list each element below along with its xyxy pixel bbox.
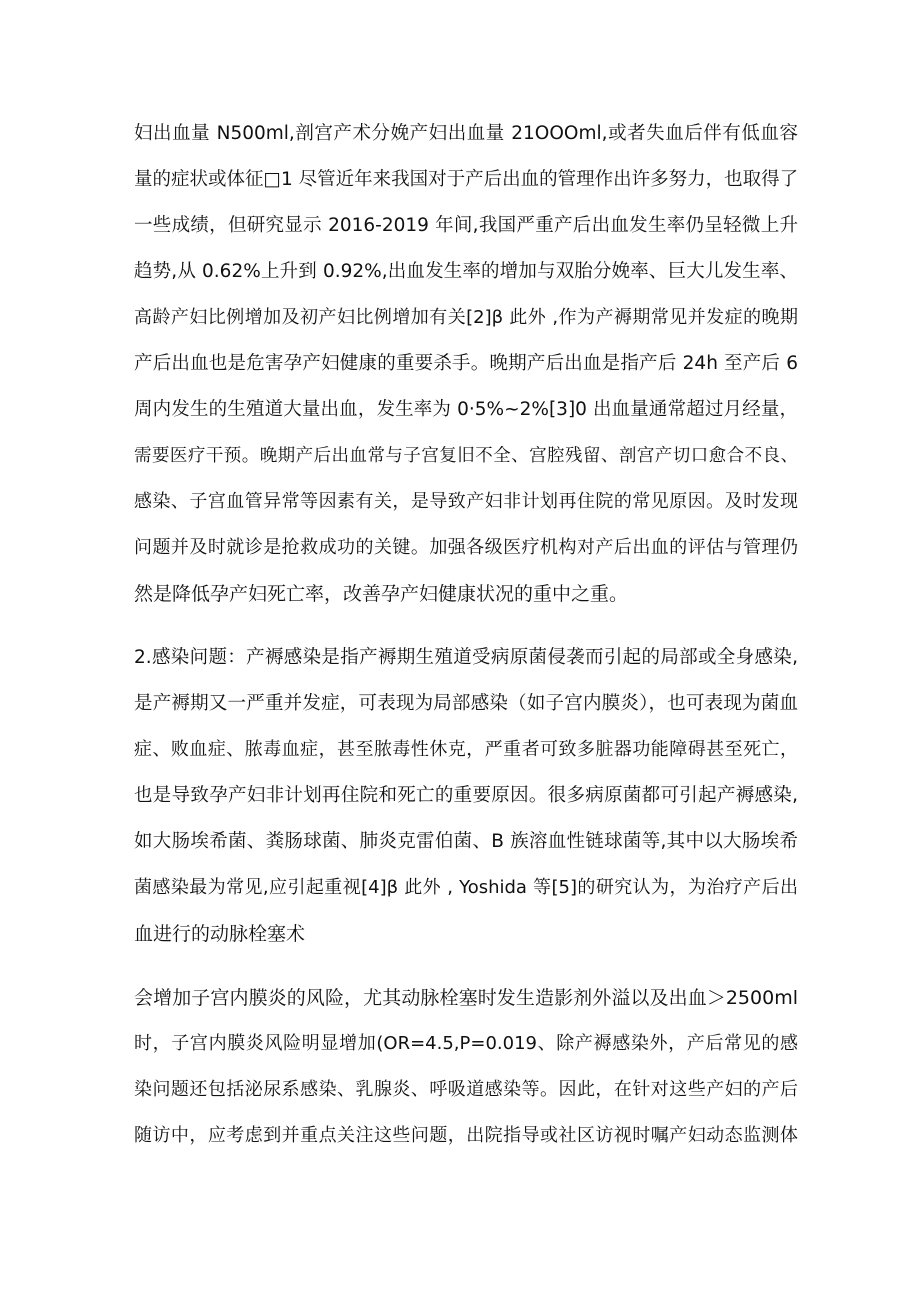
text-line: 周内发生的生殖道大量出血，发生率为 0·5%~2%[3]0 出血量通常超过月经量， <box>134 399 798 420</box>
text-line: 2.感染问题：产褥感染是指产褥期生殖道受病原菌侵袭而引起的局部或全身感染, <box>134 647 798 668</box>
text-line: 感染、子宫血管异常等因素有关，是导致产妇非计划再住院的常见原因。及时发现 <box>134 491 798 512</box>
text-line: 需要医疗干预。晚期产后出血常与子宫复旧不全、宫腔残留、剖宫产切口愈合不良、 <box>134 446 798 466</box>
paragraph-spacer <box>134 957 798 975</box>
paragraph-infection <box>134 635 798 957</box>
text-line: 时，子宫内膜炎风险明显增加(OR=4.5,P=0.019、除产褥感染外，产后常见的感 <box>134 1033 798 1054</box>
text-line: 症、败血症、脓毒血症，甚至脓毒性休克，严重者可致多脏器功能障碍甚至死亡， <box>134 739 798 760</box>
document-body <box>134 111 798 1159</box>
paragraph-endometritis <box>134 975 798 1159</box>
text-line: 妇出血量 N500ml,剖宫产术分娩产妇出血量 21OOOml,或者失血后伴有低血容 <box>134 123 798 144</box>
text-line: 然是降低孕产妇死亡率，改善孕产妇健康状况的重中之重。 <box>134 583 629 605</box>
text-line: 一些成绩，但研究显示 2016-2019 年间,我国严重产后出血发生率仍呈轻微上升 <box>134 215 798 236</box>
text-line: 是产褥期又一严重并发症，可表现为局部感染（如子宫内膜炎），也可表现为菌血 <box>134 693 798 714</box>
text-line: 会增加子宫内膜炎的风险，尤其动脉栓塞时发生造影剂外溢以及出血＞2500ml <box>134 987 798 1009</box>
text-line: 趋势,从 0.62%上升到 0.92%,出血发生率的增加与双胎分娩率、巨大儿发生率、 <box>134 261 798 282</box>
paragraph-postpartum-hemorrhage <box>134 111 798 617</box>
text-line: 血进行的动脉栓塞术 <box>134 923 306 945</box>
text-line: 高龄产妇比例增加及初产妇比例增加有关[2]β 此外 ,作为产褥期常见并发症的晚期 <box>134 307 798 328</box>
text-line: 如大肠埃希菌、粪肠球菌、肺炎克雷伯菌、B 族溶血性链球菌等,其中以大肠埃希 <box>134 831 798 852</box>
text-line: 菌感染最为常见,应引起重视[4]β 此外 , Yoshida 等[5]的研究认为，为治疗产后出 <box>134 877 798 898</box>
text-line: 问题并及时就诊是抢救成功的关键。加强各级医疗机构对产后出血的评估与管理仍 <box>134 537 798 558</box>
text-line: 也是导致孕产妇非计划再住院和死亡的重要原因。很多病原菌都可引起产褥感染, <box>134 785 798 806</box>
text-line: 随访中，应考虑到并重点关注这些问题，出院指导或社区访视时嘱产妇动态监测体 <box>134 1125 798 1146</box>
text-line: 染问题还包括泌尿系感染、乳腺炎、呼吸道感染等。因此，在针对这些产妇的产后 <box>134 1079 798 1100</box>
text-line: 产后出血也是危害孕产妇健康的重要杀手。晚期产后出血是指产后 24h 至产后 6 <box>134 353 798 374</box>
paragraph-spacer <box>134 617 798 635</box>
text-line: 量的症状或体征□1 尽管近年来我国对于产后出血的管理作出许多努力，也取得了 <box>134 169 798 190</box>
